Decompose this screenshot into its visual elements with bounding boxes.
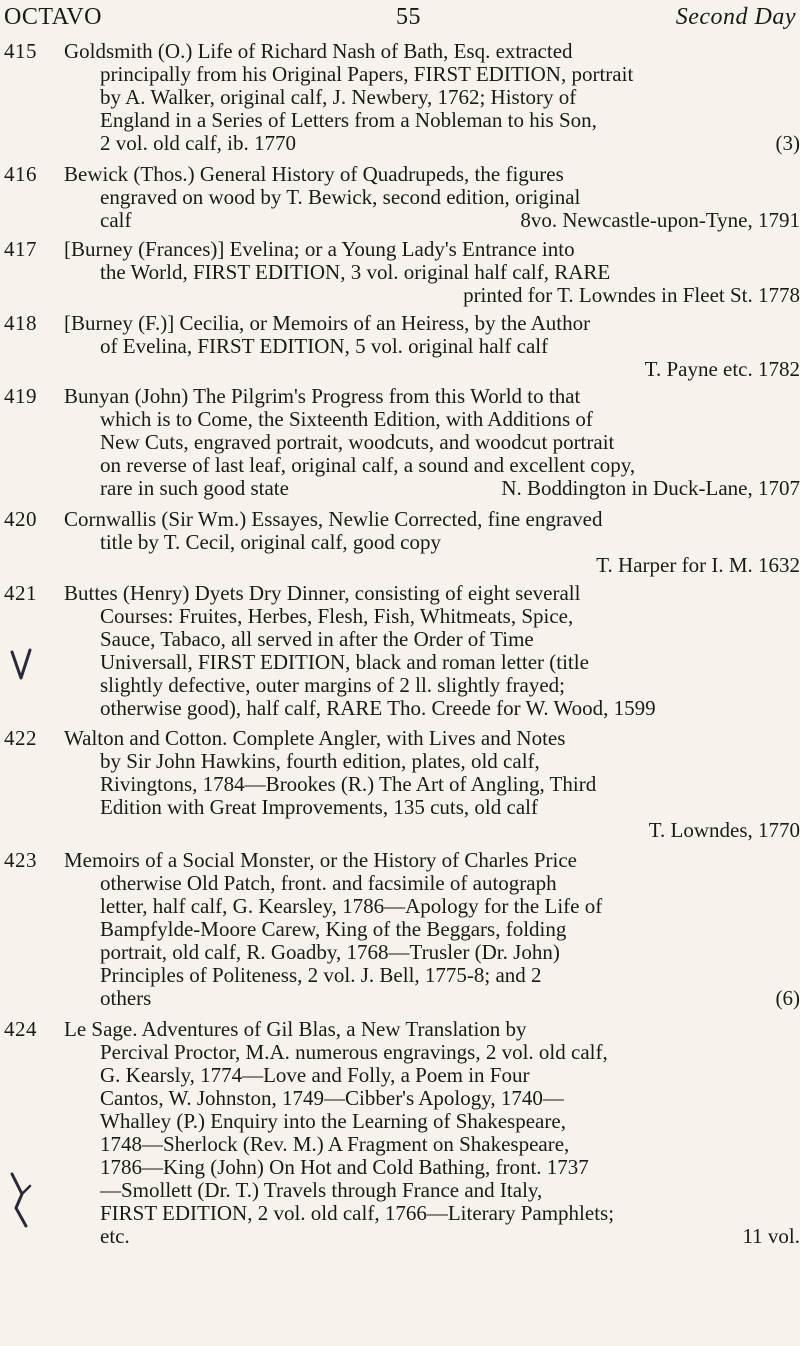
lot-line: principally from his Original Papers, FIRST EDITION, portrait: [100, 62, 634, 86]
lot-description: [64, 1018, 800, 1248]
lot-number: 418: [4, 311, 37, 335]
lot-line: Edition with Great Improvements, 135 cuts, old calf: [100, 795, 538, 819]
lot-number: 420: [4, 507, 37, 531]
lot-line: letter, half calf, G. Kearsley, 1786—Apology for the Life of: [100, 894, 603, 918]
lot-description: [64, 238, 800, 307]
lot-line: Bampfylde-Moore Carew, King of the Beggars, folding: [100, 917, 567, 941]
lot-line: Memoirs of a Social Monster, or the History of Charles Price: [64, 848, 577, 872]
lot-line: calf 8vo. Newcastle-upon-Tyne, 1791: [100, 208, 800, 232]
lot-line: Whalley (P.) Enquiry into the Learning of Shakespeare,: [100, 1109, 566, 1133]
lot-number: 417: [4, 237, 37, 261]
lot-line: which is to Come, the Sixteenth Edition, with Additions of: [100, 407, 593, 431]
lot-line: [Burney (Frances)] Evelina; or a Young Lady's Entrance into: [64, 237, 575, 261]
lot-description: [64, 385, 800, 500]
lot-line: Bewick (Thos.) General History of Quadrupeds, the figures: [64, 162, 564, 186]
lot-line: slightly defective, outer margins of 2 ll. slightly frayed;: [100, 673, 566, 697]
lot-line: FIRST EDITION, 2 vol. old calf, 1766—Literary Pamphlets;: [100, 1201, 615, 1225]
lot-description: [64, 508, 800, 577]
lot-line: Percival Proctor, M.A. numerous engravings, 2 vol. old calf,: [100, 1040, 608, 1064]
lot-line: Le Sage. Adventures of Gil Blas, a New Translation by: [64, 1017, 527, 1041]
lot-line: Courses: Fruites, Herbes, Flesh, Fish, Whitmeats, Spice,: [100, 604, 574, 628]
lot-line: title by T. Cecil, original calf, good copy: [100, 530, 441, 554]
lot-line: —Smollett (Dr. T.) Travels through France and Italy,: [100, 1178, 543, 1202]
lot-line: 1786—King (John) On Hot and Cold Bathing, front. 1737: [100, 1155, 589, 1179]
lot-line: New Cuts, engraved portrait, woodcuts, and woodcut portrait: [100, 430, 615, 454]
header-format: OCTAVO: [4, 4, 102, 30]
lot-number: 423: [4, 848, 37, 872]
lot-line: otherwise good), half calf, RARE Tho. Creede for W. Wood, 1599: [100, 696, 656, 720]
lot-description: [64, 40, 800, 155]
lot-description: [64, 163, 800, 232]
lot-line: rare in such good state N. Boddington in Duck-Lane, 1707: [100, 476, 800, 500]
lot-line: Buttes (Henry) Dyets Dry Dinner, consisting of eight severall: [64, 581, 581, 605]
lot-line: by A. Walker, original calf, J. Newbery, 1762; History of: [100, 85, 577, 109]
lot-number: 415: [4, 39, 37, 63]
lot-line: 2 vol. old calf, ib. 1770 (3): [100, 131, 800, 155]
lot-line: England in a Series of Letters from a Nobleman to his Son,: [100, 108, 597, 132]
margin-tick-mark-icon: [10, 648, 32, 682]
lot-line: printed for T. Lowndes in Fleet St. 1778: [463, 283, 800, 307]
lot-line: engraved on wood by T. Bewick, second edition, original: [100, 185, 581, 209]
lot-line: Goldsmith (O.) Life of Richard Nash of Bath, Esq. extracted: [64, 39, 573, 63]
lot-line: the World, FIRST EDITION, 3 vol. original half calf, RARE: [100, 260, 611, 284]
lot-line: T. Lowndes, 1770: [648, 818, 800, 842]
lot-line: etc. 11 vol.: [100, 1224, 800, 1248]
lot-line: by Sir John Hawkins, fourth edition, plates, old calf,: [100, 749, 540, 773]
lot-line: otherwise Old Patch, front. and facsimile of autograph: [100, 871, 557, 895]
lot-line: Bunyan (John) The Pilgrim's Progress from this World to that: [64, 384, 581, 408]
lot-description: [64, 582, 800, 720]
lot-number: 419: [4, 384, 37, 408]
lot-line: Cantos, W. Johnston, 1749—Cibber's Apology, 1740—: [100, 1086, 564, 1110]
lot-line: Principles of Politeness, 2 vol. J. Bell, 1775-8; and 2: [100, 963, 542, 987]
lot-description: [64, 849, 800, 1010]
lot-line: 1748—Sherlock (Rev. M.) A Fragment on Shakespeare,: [100, 1132, 570, 1156]
lot-line: Cornwallis (Sir Wm.) Essayes, Newlie Corrected, fine engraved: [64, 507, 603, 531]
lot-line: portrait, old calf, R. Goadby, 1768—Trusler (Dr. John): [100, 940, 560, 964]
header-sale-day: Second Day: [675, 4, 796, 30]
running-head: [0, 0, 800, 36]
lot-line: others (6): [100, 986, 800, 1010]
lot-line: on reverse of last leaf, original calf, a sound and excellent copy,: [100, 453, 636, 477]
lot-line: G. Kearsly, 1774—Love and Folly, a Poem in Four: [100, 1063, 530, 1087]
lot-line: Rivingtons, 1784—Brookes (R.) The Art of Angling, Third: [100, 772, 597, 796]
lot-line: of Evelina, FIRST EDITION, 5 vol. original half calf: [100, 334, 549, 358]
lot-line: T. Payne etc. 1782: [644, 357, 800, 381]
lot-line: T. Harper for I. M. 1632: [596, 553, 800, 577]
lot-number: 422: [4, 726, 37, 750]
lot-number: 424: [4, 1017, 37, 1041]
lot-description: [64, 727, 800, 842]
margin-tick-mark-icon: [8, 1168, 32, 1228]
lot-line: Walton and Cotton. Complete Angler, with Lives and Notes: [64, 726, 566, 750]
lot-description: [64, 312, 800, 381]
lot-line: [Burney (F.)] Cecilia, or Memoirs of an Heiress, by the Author: [64, 311, 591, 335]
page-number: 55: [396, 4, 421, 30]
lot-number: 416: [4, 162, 37, 186]
lot-line: Sauce, Tabaco, all served in after the Order of Time: [100, 627, 534, 651]
lot-number: 421: [4, 581, 37, 605]
lot-line: Universall, FIRST EDITION, black and roman letter (title: [100, 650, 589, 674]
